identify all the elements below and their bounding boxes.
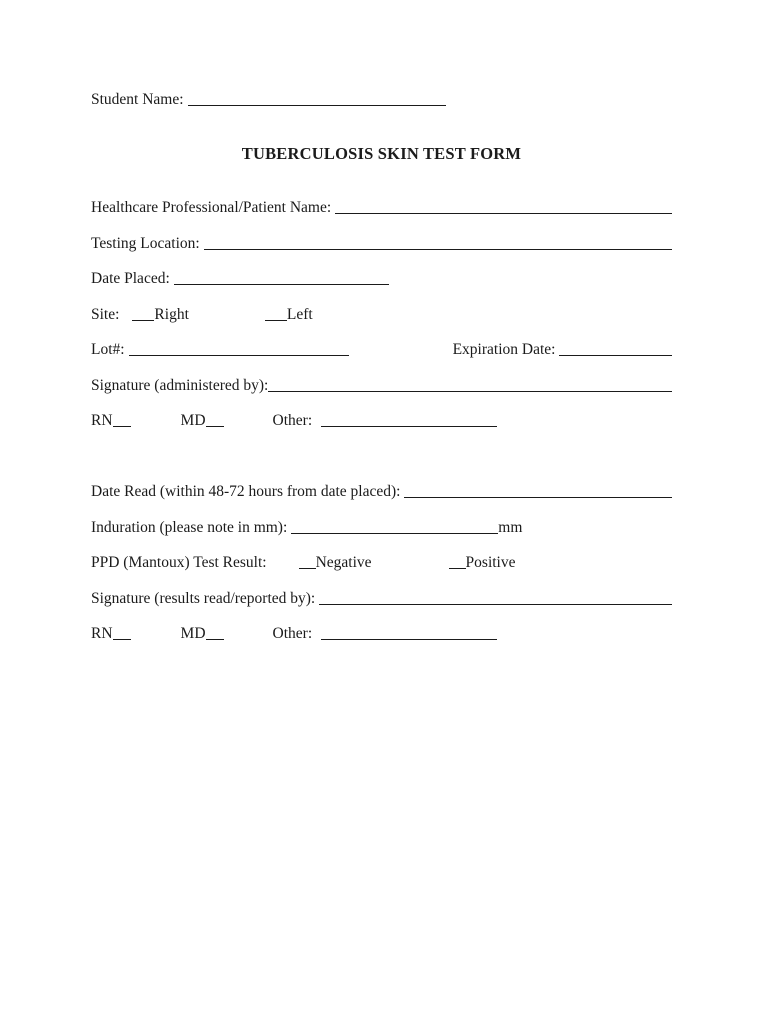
healthcare-name-label: Healthcare Professional/Patient Name: [91,199,332,216]
student-name-row [91,90,672,109]
healthcare-name-row [91,198,672,217]
induration-unit-label: mm [498,518,523,536]
signature-administered-row [91,376,672,395]
rn-results-label: RN [91,625,113,642]
positive-checkbox-field[interactable] [449,553,466,569]
expiration-date-field[interactable] [559,340,672,356]
positive-label: Positive [465,554,516,571]
md-administered-label: MD [180,412,206,429]
signature-administered-field[interactable] [268,376,672,392]
signature-administered-label: Signature (administered by): [91,376,269,394]
site-left-checkbox-field[interactable] [265,305,287,321]
student-name-field[interactable] [188,90,446,106]
date-placed-label: Date Placed: [91,270,170,287]
induration-field[interactable] [291,518,498,534]
student-name-label: Student Name: [91,91,184,108]
site-right-checkbox-field[interactable] [132,305,154,321]
other-administered-field[interactable] [321,411,497,427]
signature-results-label: Signature (results read/reported by): [91,589,316,607]
date-placed-field[interactable] [174,269,389,285]
results-credentials-row [91,624,672,643]
other-results-field[interactable] [321,624,497,640]
testing-location-row [91,234,672,253]
signature-results-row [91,589,672,608]
rn-administered-checkbox-field[interactable] [113,411,131,427]
lot-number-field[interactable] [129,340,349,356]
lot-number-label: Lot#: [91,341,125,358]
testing-location-field[interactable] [204,234,672,250]
healthcare-name-field[interactable] [335,198,672,214]
rn-administered-label: RN [91,412,113,429]
ppd-result-label: PPD (Mantoux) Test Result: [91,554,267,571]
site-row [91,305,672,324]
date-placed-row [91,269,672,288]
md-results-checkbox-field[interactable] [206,624,224,640]
rn-results-checkbox-field[interactable] [113,624,131,640]
other-results-label: Other: [272,625,313,642]
ppd-result-row [91,553,672,572]
other-administered-label: Other: [272,412,313,429]
induration-row [91,518,672,537]
induration-label: Induration (please note in mm): [91,518,288,536]
site-right-label: Right [154,305,189,323]
expiration-date-label: Expiration Date: [452,341,556,358]
site-label: Site: [91,305,120,323]
md-results-label: MD [180,625,206,642]
negative-label: Negative [315,554,372,571]
site-left-label: Left [286,305,313,323]
form-title: TUBERCULOSIS SKIN TEST FORM [241,144,522,163]
administered-credentials-row [91,411,672,430]
date-read-label: Date Read (within 48-72 hours from date placed): [91,483,401,500]
testing-location-label: Testing Location: [91,234,200,252]
negative-checkbox-field[interactable] [299,553,316,569]
date-read-field[interactable] [404,482,672,498]
lot-expiration-row [91,340,672,359]
date-read-row [91,482,672,501]
signature-results-field[interactable] [319,589,672,605]
md-administered-checkbox-field[interactable] [206,411,224,427]
